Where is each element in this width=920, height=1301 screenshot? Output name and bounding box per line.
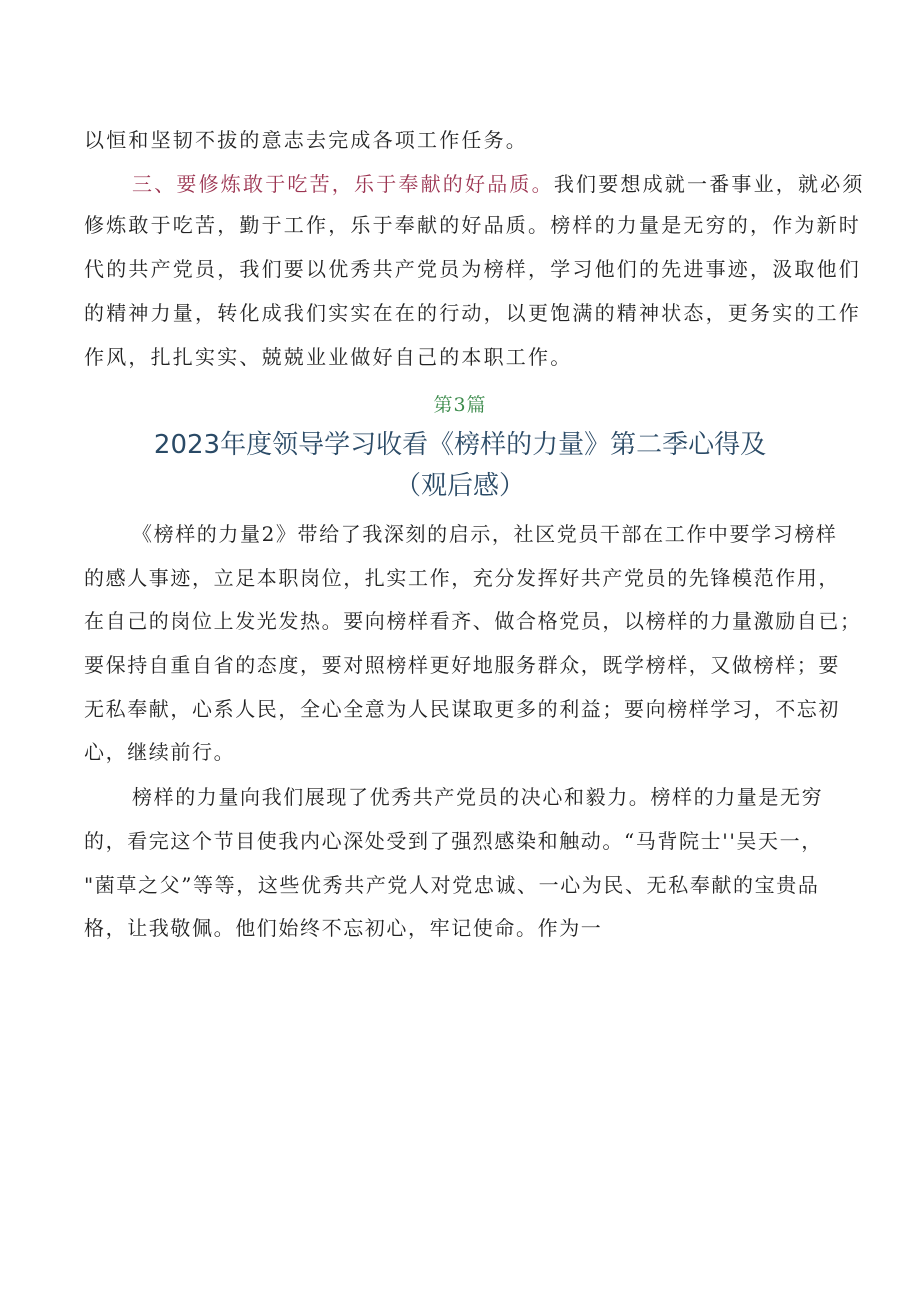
text-line: 的，看完这个节目使我内心深处受到了强烈感染和触动。“马背院士''吴天一， [84, 829, 823, 853]
document-title: 2023年度领导学习收看《榜样的力量》第二季心得及 [153, 430, 767, 460]
text-line: 格，让我敬佩。他们始终不忘初心，牢记使命。作为一 [84, 916, 603, 940]
section-number: 第3篇 [433, 394, 487, 416]
section-heading: 三、要修炼敢于吃苦，乐于奉献的好品质。 [132, 172, 554, 196]
text-line: 心，继续前行。 [84, 740, 236, 764]
text-line: 修炼敢于吃苦，勤于工作，乐于奉献的好品质。榜样的力量是无穷的，作为新时 [84, 213, 861, 237]
text-line: 榜样的力量向我们展现了优秀共产党员的决心和毅力。榜样的力量是无穷 [132, 785, 824, 809]
text-line: 《榜样的力量2》带给了我深刻的启示，社区党员干部在工作中要学习榜样 [132, 522, 838, 546]
text-line: 作风，扎扎实实、兢兢业业做好自己的本职工作。 [84, 345, 573, 369]
text-span: 我们要想成就一番事业，就必须 [553, 172, 865, 196]
text-line: 的感人事迹，立足本职岗位，扎实工作，充分发挥好共产党员的先锋模范作用， [84, 566, 840, 590]
text-line: 无私奉献，心系人民，全心全意为人民谋取更多的利益；要向榜样学习，不忘初 [84, 697, 840, 721]
paragraph-heading-line [132, 166, 865, 202]
text-line: 以恒和坚韧不拔的意志去完成各项工作任务。 [84, 128, 528, 152]
text-line: 的精神力量，转化成我们实实在在的行动，以更饱满的精神状态，更务实的工作 [84, 301, 861, 325]
text-line: 在自己的岗位上发光发热。要向榜样看齐、做合格党员，以榜样的力量激励自已； [84, 609, 862, 633]
document-subtitle: （观后感） [394, 471, 525, 501]
text-line: 要保持自重自省的态度，要对照榜样更好地服务群众，既学榜样，又做榜样；要 [84, 653, 840, 677]
text-line: "菌草之父”等等，这些优秀共产党人对党忠诚、一心为民、无私奉献的宝贵品 [84, 873, 820, 897]
text-line: 代的共产党员，我们要以优秀共产党员为榜样，学习他们的先进事迹，汲取他们 [84, 257, 861, 281]
